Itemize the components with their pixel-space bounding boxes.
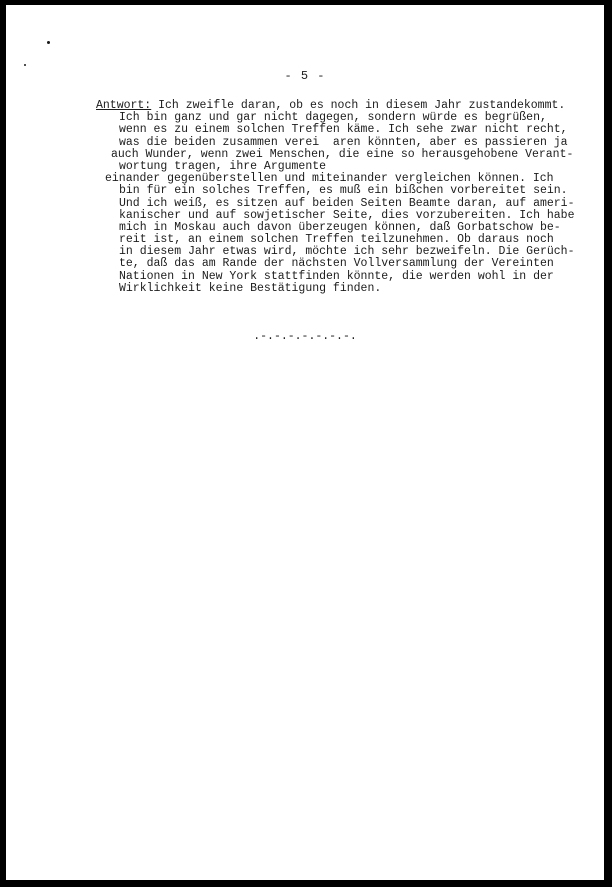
page-number: - 5 - [284,69,326,83]
answer-line: was die beiden zusammen verei aren könnten, aber es passieren ja [119,135,568,149]
answer-line: wenn es zu einem solchen Treffen käme. Ich sehe zwar nicht recht, [119,123,568,137]
answer-line: Ich bin ganz und gar nicht dagegen, sondern würde es begrüßen, [119,111,547,125]
answer-paragraph [96,100,576,295]
answer-line: bin für ein solches Treffen, es muß ein bißchen vorbereitet sein. [119,184,568,198]
answer-line: kanischer und auf sowjetischer Seite, dies vorzubereiten. Ich habe [119,208,575,222]
answer-line: einander gegenüberstellen und miteinander vergleichen können. Ich [105,172,554,186]
answer-line: reit ist, an einem solchen Treffen teilzunehmen. Ob daraus noch [119,233,554,247]
scan-speck [24,64,26,66]
answer-first-line-text: Ich zweifle daran, ob es noch in diesem Jahr zustandekommt. [151,99,566,112]
document-page [6,5,604,880]
answer-line: wortung tragen, ihre Argumente [119,159,327,173]
scan-speck [47,41,50,44]
answer-line: te, daß das am Rande der nächsten Vollversammlung der Vereinten [119,257,554,271]
answer-line: Nationen in New York stattfinden könnte, die werden wohl in der [119,269,554,283]
answer-line: in diesem Jahr etwas wird, möchte ich sehr bezweifeln. Die Gerüch- [119,245,575,259]
answer-line: Wirklichkeit keine Bestätigung finden. [119,281,382,295]
answer-line: auch Wunder, wenn zwei Menschen, die eine so herausgehobene Verant- [111,147,574,161]
answer-line: Und ich weiß, es sitzen auf beiden Seiten Beamte daran, auf ameri- [119,196,575,210]
answer-label: Antwort: [96,99,152,112]
answer-line: mich in Moskau auch davon überzeugen können, daß Gorbatschow be- [119,220,561,234]
section-separator: .-.-.-.-.-.-.-. [253,330,357,343]
